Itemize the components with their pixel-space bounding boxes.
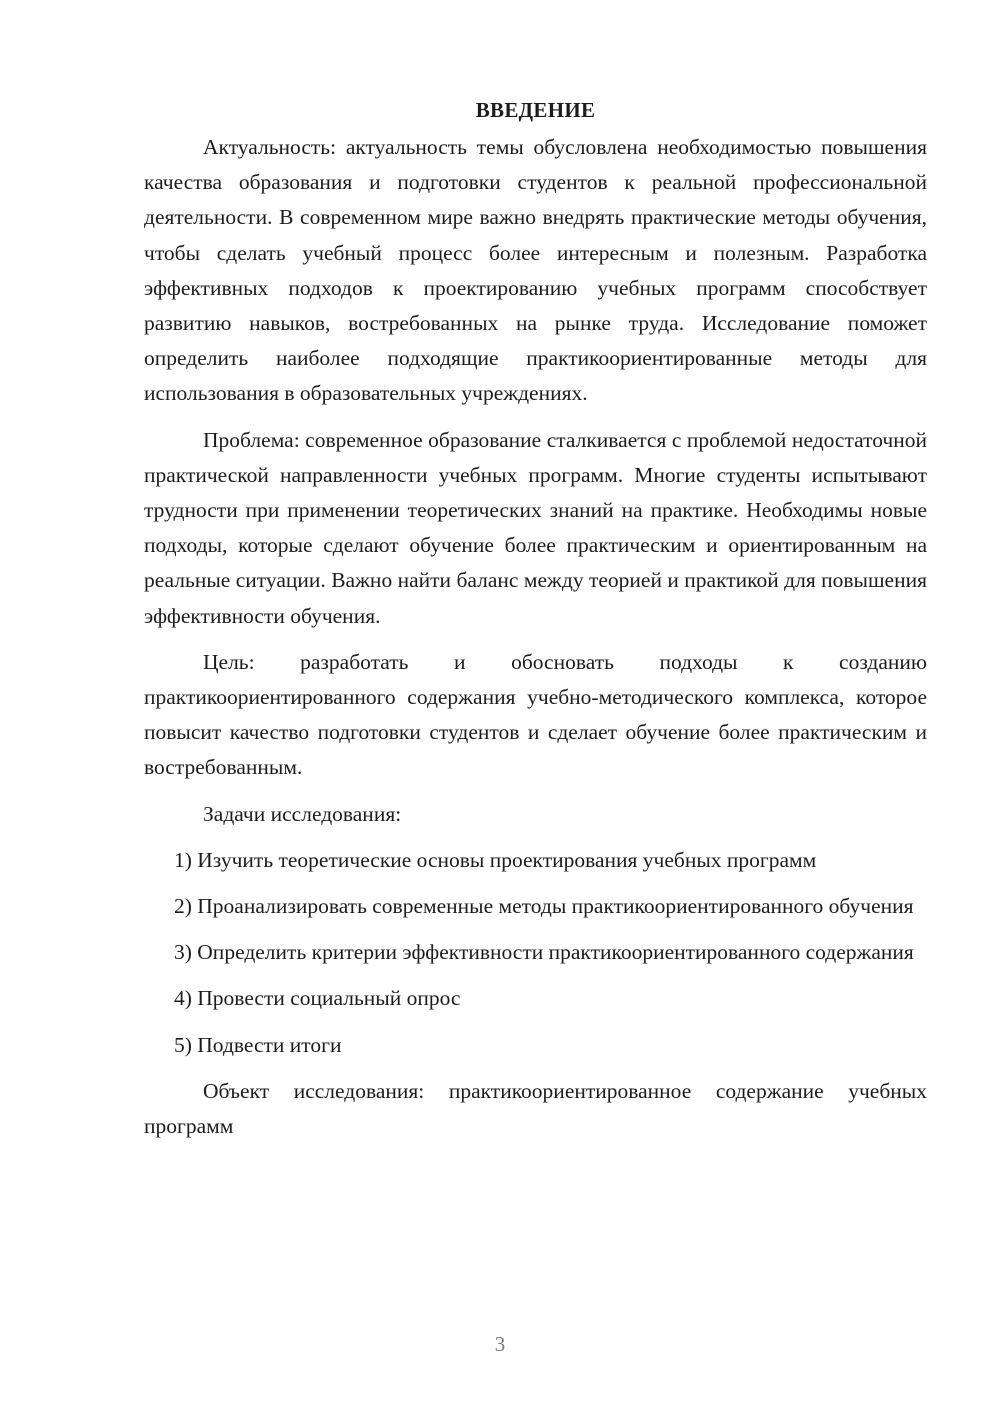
task-item-2: 2) Проанализировать современные методы практикоориентированного обучения (174, 894, 914, 919)
task-item-4: 4) Провести социальный опрос (174, 986, 461, 1011)
paragraph-relevance: Актуальность: актуальность темы обусловлена необходимостью повышения качества образования и подготовки студентов к реальной профессиональной деятельности. В современном мире важно внедрять практические методы обучения, чтобы сделать учебный процесс более интересным и полезным. Разработка эффективных подходов к проектированию учебных программ способствует развитию навыков, востребованных на рынке труда. Исследование поможет определить наиболее подходящие практикоориентированные методы для использования в образовательных учреждениях. (144, 135, 927, 406)
task-item-3: 3) Определить критерии эффективности практикоориентированного содержания (174, 940, 914, 965)
task-item-1: 1) Изучить теоретические основы проектирования учебных программ (174, 847, 817, 872)
tasks-heading: Задачи исследования: (203, 801, 402, 826)
document-page (144, 90, 927, 1155)
page-number: 3 (494, 1332, 506, 1356)
section-title: ВВЕДЕНИЕ (475, 98, 596, 122)
task-item-5: 5) Подвести итоги (174, 1032, 342, 1057)
paragraph-problem: Проблема: современное образование сталкивается с проблемой недостаточной практической направленности учебных программ. Многие студенты испытывают трудности при применении теоретических знаний на практике. Необходимы новые подходы, которые сделают обучение более практическим и ориентированным на реальные ситуации. Важно найти баланс между теорией и практикой для повышения эффективности обучения. (144, 427, 927, 628)
paragraph-goal: Цель: разработать и обосновать подходы к созданию практикоориентированного содержания учебно-методического комплекса, которое повысит качество подготовки студентов и сделает обучение более практическим и востребованным. (144, 649, 927, 780)
paragraph-object: Объект исследования: практикоориентированное содержание учебных программ (144, 1078, 927, 1139)
